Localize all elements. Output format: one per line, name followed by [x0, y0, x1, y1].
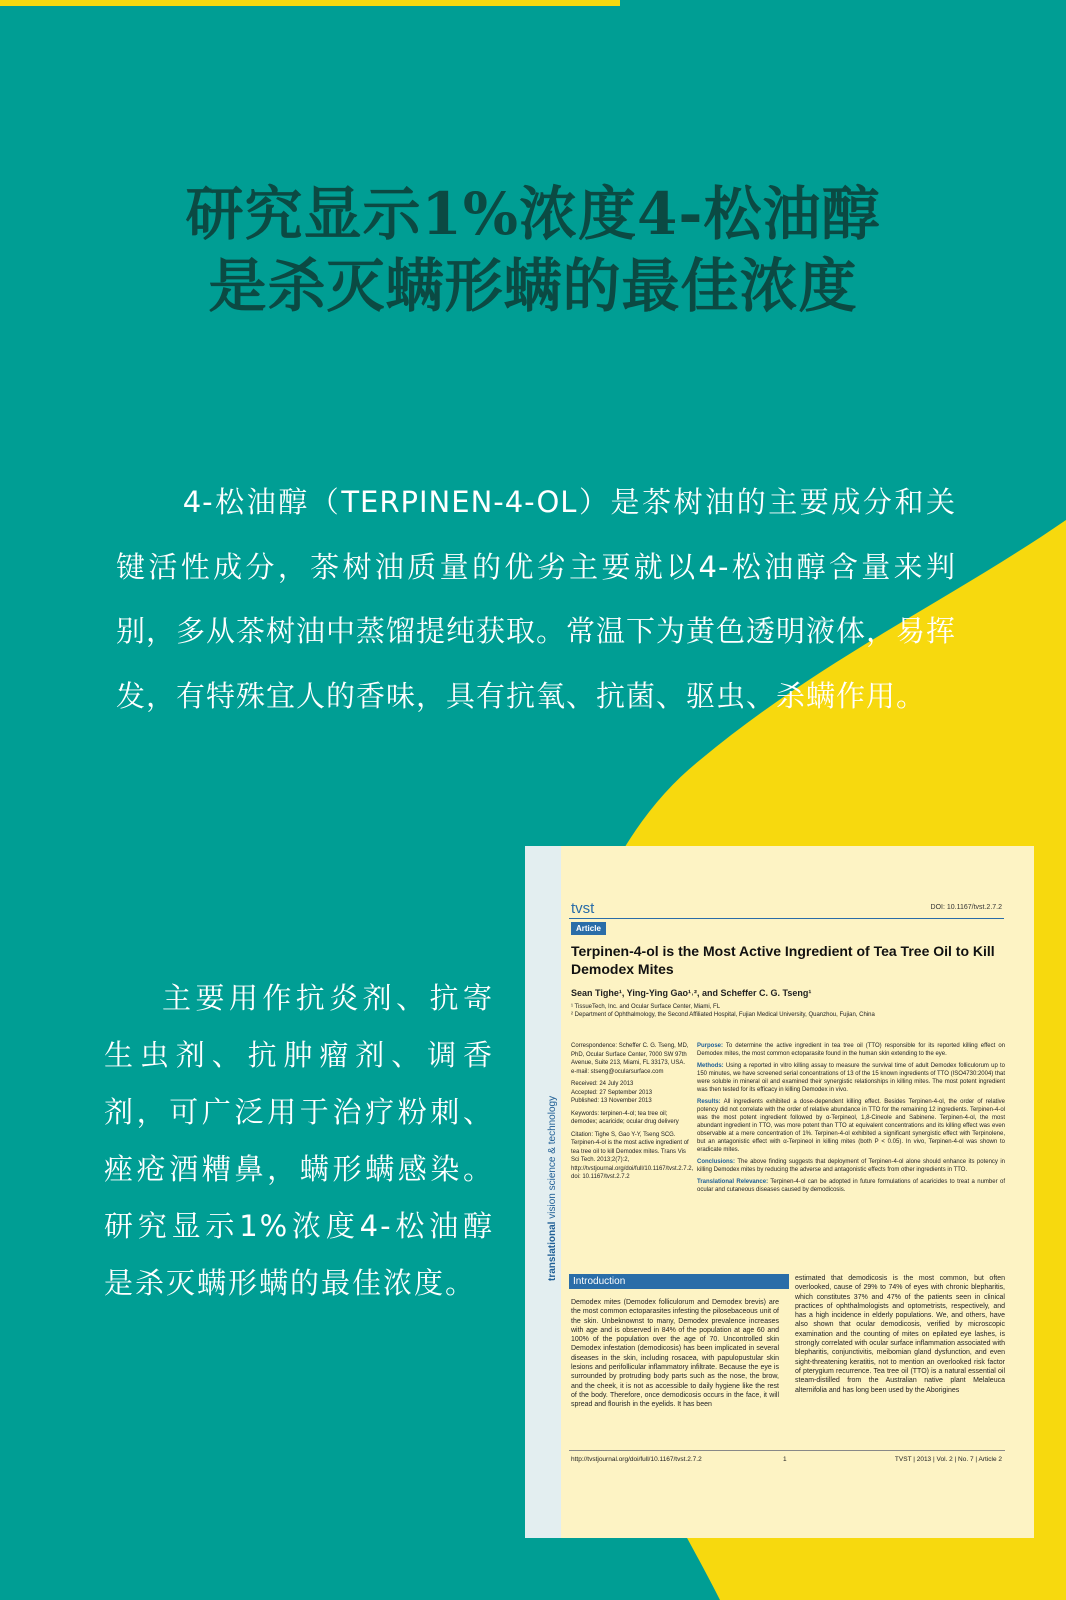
headline — [0, 178, 1066, 322]
article-image — [525, 846, 1034, 1538]
purpose-label: Purpose: — [697, 1043, 724, 1049]
usage-paragraph: 主要用作抗炎剂、抗寄生虫剂、抗肿瘤剂、调香剂，可广泛用于治疗粉刺、痤疮酒糟鼻，螨形螨感染。研究显示1%浓度4-松油醇是杀灭螨形螨的最佳浓度。 — [104, 981, 494, 1300]
journal-logo: tvst — [571, 900, 595, 917]
footer-url: http://tvstjournal.org/doi/full/10.1167/tvst.2.7.2 — [571, 1456, 702, 1463]
results-label: Results: — [697, 1099, 721, 1105]
vertical-label-bold: translational — [547, 1221, 558, 1281]
affiliation-1: ¹ TissueTech, Inc. and Ocular Surface Center, Miami, FL — [571, 1004, 721, 1010]
published-date: Published: 13 November 2013 — [571, 1098, 652, 1104]
relevance-text: Terpinen-4-ol can be adopted in future formulations of acaricides to treat a number of ocular and cutaneous diseases caused by demodicosis. — [697, 1179, 1005, 1193]
methods-text: Using a reported in vitro killing assay to measure the survival time of adult Demodex folliculorum up to 150 minutes, we have screened serial concentrations of 13 of the 15 known ingredients of TTO (ISO4730:2004) that were soluble in mineral oil and examined their synergistic relationships in killing mites. The most potent ingredient was then tested for its efficacy in killing Demodex in vivo. — [697, 1063, 1005, 1093]
footer-issue: TVST | 2013 | Vol. 2 | No. 7 | Article 2 — [894, 1456, 1002, 1463]
article-title: Terpinen-4-ol is the Most Active Ingredient of Tea Tree Oil to Kill Demodex Mites — [571, 943, 995, 977]
introduction-heading: Introduction — [569, 1274, 789, 1289]
article-authors: Sean Tighe¹, Ying-Ying Gao¹˒², and Scheffer C. G. Tseng¹ — [571, 988, 812, 998]
abstract-purpose — [697, 1042, 1005, 1058]
article-badge: Article — [571, 922, 606, 935]
usage-paragraph-block — [104, 970, 494, 1312]
purpose-text: To determine the active ingredient in tea tree oil (TTO) responsible for its reported killing effect on Demodex mites, the most common ectoparasite found in the human skin extending to the eye. — [697, 1043, 1005, 1057]
conclusions-text: The above finding suggests that deployment of Terpinen-4-ol alone should enhance its potency in killing Demodex mites by reducing the adverse and antagonistic effects from other ingredients in TTO. — [697, 1159, 1006, 1173]
header-divider — [569, 918, 1004, 919]
introduction-left-column: Demodex mites (Demodex folliculorum and Demodex brevis) are the most common ectoparasites infesting the pilosebaceous unit of the skin. Unbeknownst to many, Demodex prevalence increases with age and is observed in 84% of the population at age 60 and 100% of the population over the age of 70. Uncontrolled skin Demodex infestation (demodicosis) has been implicated in several diseases in the skin, including rosacea, with papulopustular skin lesions and perifollicular inflammatory infiltrate. Because the eye is surrounded by protruding body parts such as the nose, the brow, and the cheek, it is not as accessible to daily hygiene like the rest of the body. Therefore, once demodicosis occurs in the face, it will spread and flourish in the eyelids. It has been — [571, 1299, 779, 1409]
article-sidebar — [571, 1042, 694, 1186]
journal-vertical-label — [547, 1096, 558, 1281]
keywords: Keywords: terpinen-4-ol; tea tree oil; demodex; acaricide; ocular drug delivery — [571, 1110, 679, 1125]
article-abstract — [697, 1042, 1005, 1198]
introduction-right-column: estimated that demodicosis is the most common, but often overlooked, cause of 29% to 74% of eyes with chronic blepharitis, which constitutes 37% and 47% of the patients seen in clinical practices of ophthalmologists and optometrists, respectively, and has a high incidence in elderly populations. We, and others, have also shown that ocular demodicosis, verified by microscopic examination and the counting of mites on epilated eye lashes, is strongly correlated with ocular surface inflammation associated with blepharitis, conjunctivitis, meibomian gland dysfunction, and even sight-threatening keratitis, not to mention an overlooked risk factor of pterygium recurrence. Tea tree oil (TTO) is a natural essential oil steam-distilled from the Australian native plant Melaleuca alternifolia and has long been used by the Aborigines — [795, 1275, 1005, 1394]
methods-label: Methods: — [697, 1063, 724, 1069]
abstract-results — [697, 1098, 1005, 1154]
abstract-conclusions — [697, 1158, 1005, 1174]
intro-paragraph: 4-松油醇（TERPINEN-4-OL）是茶树油的主要成分和关键活性成分，茶树油质量的优劣主要就以4-松油醇含量来判别，多从茶树油中蒸馏提纯获取。常温下为黄色透明液体，易挥发，有特殊宜人的香味，具有抗氧、抗菌、驱虫、杀螨作用。 — [116, 485, 957, 713]
article-doi: DOI: 10.1167/tvst.2.7.2 — [930, 904, 1002, 911]
relevance-label: Translational Relevance: — [697, 1179, 769, 1185]
correspondence: Correspondence: Scheffer C. G. Tseng, MD, PhD, Ocular Surface Center, 7000 SW 97th Avenue, Suite 213, Miami, FL 33173, USA. e-mail: stseng@ocularsurface.com — [571, 1043, 689, 1075]
footer-page-number: 1 — [783, 1456, 787, 1463]
abstract-relevance — [697, 1178, 1005, 1194]
received-date: Received: 24 July 2013 — [571, 1081, 634, 1087]
footer-divider — [569, 1450, 1005, 1451]
citation: Citation: Tighe S, Gao Y-Y, Tseng SCG. Terpinen-4-ol is the most active ingredient of tea tree oil to kill Demodex mites. Trans Vis Sci Tech. 2013;2(7):2, http://tvstjournal.org/doi/full/10.1167/tvst.2.7.2, doi: 10.1167/tvst.2.7.2 — [571, 1131, 694, 1180]
headline-line-2: 是杀灭螨形螨的最佳浓度 — [208, 252, 858, 320]
vertical-label-rest: vision science & technology — [547, 1095, 558, 1222]
accepted-date: Accepted: 27 September 2013 — [571, 1089, 653, 1096]
affiliation-2: ² Department of Ophthalmology, the Second Affiliated Hospital, Fujian Medical University, Quanzhou, Fujian, China — [571, 1012, 875, 1018]
results-text: All ingredients exhibited a dose-dependent killing effect. Besides Terpinen-4-ol, the order of relative potency did not correlate with the order of relative abundance in TTO for the remaining 12 ingredients. Terpinen-4-ol was the most potent ingredient followed by α-Terpineol, 1,8-Cineole and Sabinene. Terpinen-4-ol, the most abundant ingredient in TTO, was more potent than TTO at equivalent concentrations and its killing effect was even observable at a mere concentration of 1%. Terpinen-4-ol exhibited a significant synergistic effect with Terpinolene, but an antagonistic effect with α-Terpineol in killing mites (both P < 0.05). In vivo, Terpinen-4-ol was shown to eradicate mites. — [697, 1099, 1005, 1153]
intro-paragraph-block — [116, 470, 956, 728]
conclusions-label: Conclusions: — [697, 1159, 736, 1165]
abstract-methods — [697, 1062, 1005, 1094]
headline-line-1: 研究显示1%浓度4-松油醇 — [185, 180, 881, 248]
